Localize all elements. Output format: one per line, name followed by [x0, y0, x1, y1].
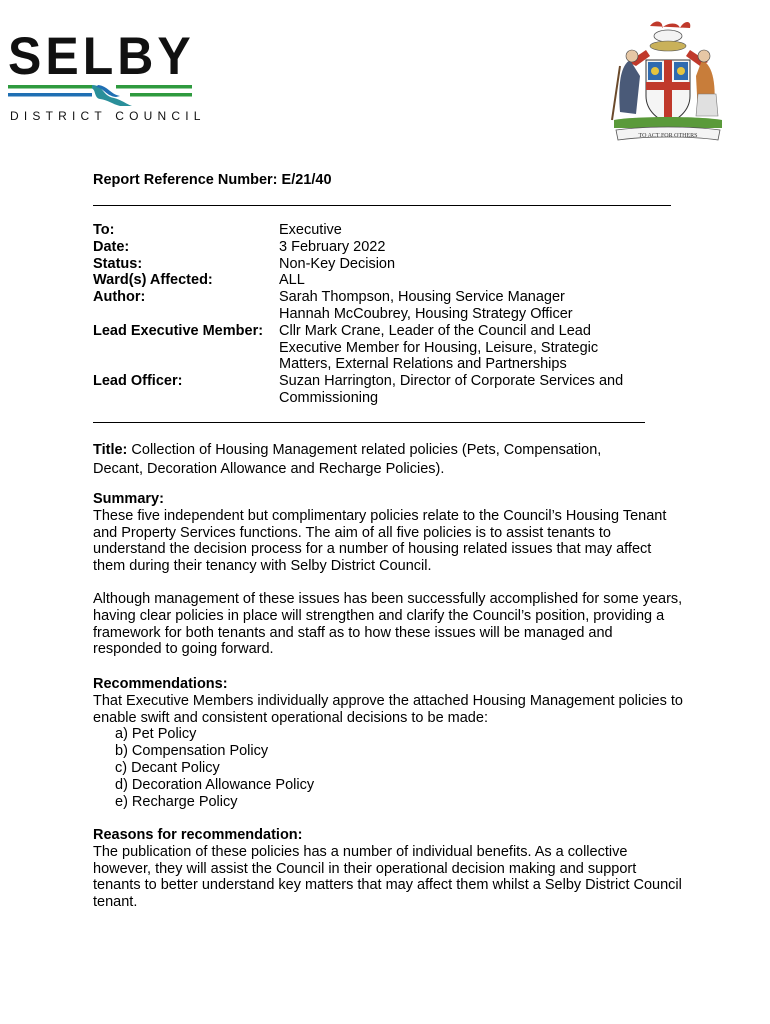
- meta-value-lead-exec: Cllr Mark Crane, Leader of the Council and Lead Executive Member for Housing, Leisure, Strategic Matters, External Relations and Partnerships: [279, 322, 599, 373]
- recommendation-item: d) Decoration Allowance Policy: [115, 776, 315, 793]
- meta-label-wards: Ward(s) Affected:: [93, 272, 213, 289]
- meta-label-lead-officer: Lead Officer:: [93, 373, 183, 390]
- crest-motto: TO ACT FOR OTHERS: [638, 133, 698, 139]
- meta-value-author-1: Sarah Thompson, Housing Service Manager: [279, 289, 565, 306]
- recommendations-list: [93, 726, 683, 810]
- recommendations-section: [93, 676, 683, 810]
- recommendation-item: b) Compensation Policy: [115, 743, 269, 760]
- logo-wordmark: SELBY: [8, 26, 195, 86]
- meta-lead-exec: [93, 323, 669, 373]
- logo-subtitle: DISTRICT COUNCIL: [10, 109, 206, 123]
- top-divider: [93, 205, 671, 206]
- meta-lead-officer: [93, 373, 669, 407]
- selby-logo: [8, 26, 206, 126]
- reasons-heading: Reasons for recommendation:: [93, 827, 303, 843]
- meta-label-lead-exec: Lead Executive Member:: [93, 322, 264, 339]
- logo-waves-icon: [8, 82, 192, 108]
- summary-para-1: These five independent but complimentary policies relate to the Council’s Housing Tenant and Property Services functions. The aim of all five policies is to assist tenants to understand the decision process for a number of housing related issues that may affect them during their tenancy with Selby District Council.: [93, 507, 667, 575]
- meta-value-author-2: Hannah McCoubrey, Housing Strategy Officer: [279, 305, 573, 322]
- summary-section: [93, 491, 683, 658]
- meta-label-author: Author:: [93, 289, 146, 306]
- title-text: Collection of Housing Management related policies (Pets, Compensation, Decant, Decoration Allowance and Recharge Policies).: [93, 442, 602, 477]
- meta-value-wards: ALL: [279, 272, 305, 289]
- meta-label-status: Status:: [93, 255, 143, 272]
- reasons-section: [93, 827, 683, 911]
- meta-status: [93, 256, 669, 273]
- report-reference: Report Reference Number: E/21/40: [93, 172, 332, 188]
- meta-value-date: 3 February 2022: [279, 238, 386, 255]
- meta-value-to: Executive: [279, 222, 342, 238]
- report-title: [93, 441, 653, 479]
- coat-of-arms-icon: [606, 16, 730, 146]
- report-meta: [93, 222, 669, 407]
- meta-to: [93, 222, 669, 239]
- title-label: Title:: [93, 442, 128, 458]
- meta-label-to: To:: [93, 222, 115, 238]
- summary-heading: Summary:: [93, 491, 164, 507]
- meta-wards: [93, 272, 669, 289]
- meta-value-lead-officer: Suzan Harrington, Director of Corporate Services and Commissioning: [279, 373, 624, 406]
- summary-para-2: Although management of these issues has been successfully accomplished for some years, having clear policies in place will strengthen and clarify the Council’s position, providing a framework for both tenants and staff as to how these issues will be managed and responded to going forward.: [93, 590, 683, 658]
- recommendations-intro: That Executive Members individually approve the attached Housing Management policies to enable swift and consistent operational decisions to be made:: [93, 692, 683, 726]
- meta-divider: [93, 422, 645, 423]
- meta-date: [93, 239, 669, 256]
- meta-author: [93, 289, 669, 323]
- recommendation-item: a) Pet Policy: [115, 726, 197, 743]
- meta-value-status: Non-Key Decision: [279, 255, 396, 272]
- recommendation-item: c) Decant Policy: [115, 759, 220, 776]
- reasons-text: The publication of these policies has a number of individual benefits. As a collective however, they will assist the Council in their operational decision making and support tenants to better understand key matters that may affect them whilst a Selby District Council tenant.: [93, 843, 682, 911]
- recommendations-heading: Recommendations:: [93, 676, 228, 692]
- meta-label-date: Date:: [93, 238, 130, 255]
- recommendation-item: e) Recharge Policy: [115, 793, 238, 810]
